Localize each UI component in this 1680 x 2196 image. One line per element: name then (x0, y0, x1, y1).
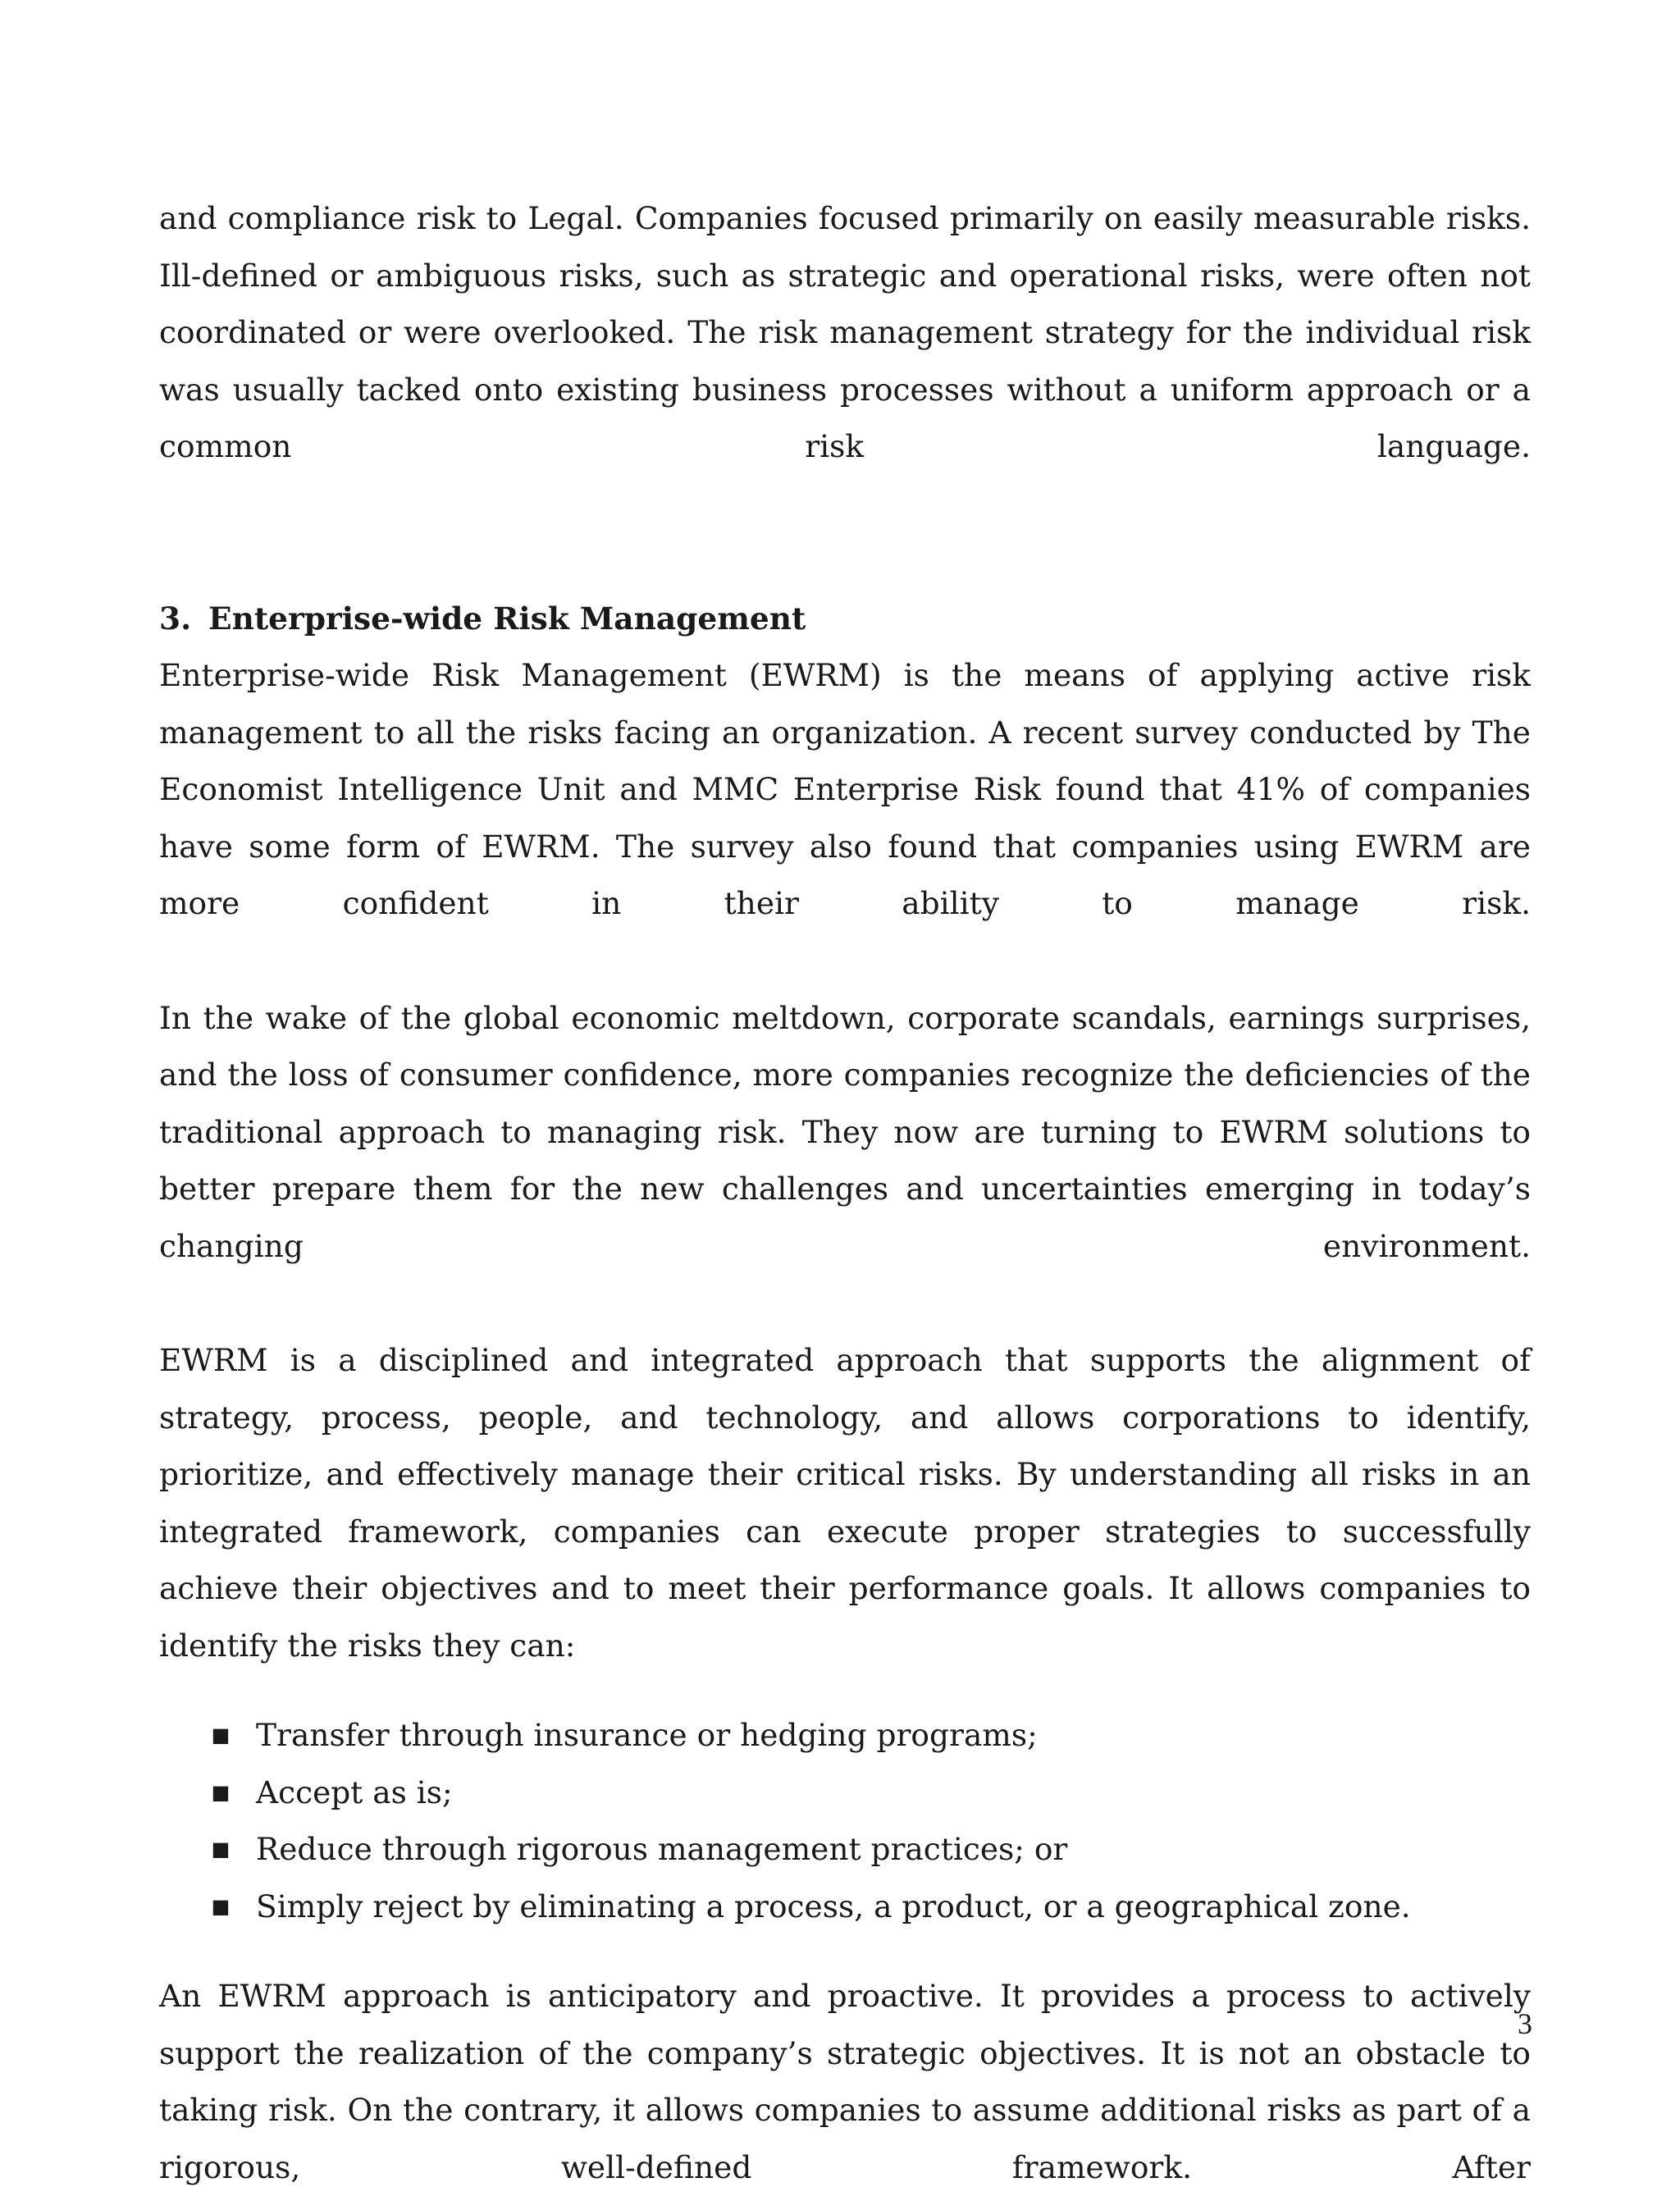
square-bullet-icon: ■ (211, 1780, 231, 1804)
page-number: 3 (1518, 2007, 1532, 2040)
list-item-text: Transfer through insurance or hedging programs; (256, 1717, 1038, 1753)
section-number: 3. (159, 600, 192, 637)
list-item (159, 1821, 1531, 1879)
closing-paragraph: An EWRM approach is anticipatory and proactive. It provides a process to actively support the realization of the company’s strategic objectives. It is not an obstacle to taking risk. On the contrary, it allows companies to assume additional risks as part of a rigorous, well-defined framework. After (159, 1978, 1531, 2185)
paragraph-economic-context: In the wake of the global economic meltdown, corporate scandals, earnings surprises, and the loss of consumer confidence, more companies recognize the deficiencies of the traditional approach to managing risk. They now are turning to EWRM solutions to better prepare them for the new challenges and uncertainties emerging in today’s changing environment. (159, 999, 1531, 1264)
list-item-text: Accept as is; (256, 1774, 453, 1810)
spacer (159, 1275, 1531, 1332)
list-item (159, 1765, 1531, 1822)
list-item-text: Reduce through rigorous management practices; or (256, 1831, 1068, 1867)
intro-paragraph: and compliance risk to Legal. Companies focused primarily on easily measurable risks. Ill-defined or ambiguous risks, such as strategic and operational risks, were often not coordinated or were overlooked. The risk management strategy for the individual risk was usually tacked onto existing business processes without a uniform approach or a common risk language. (159, 200, 1531, 464)
risk-options-list (159, 1707, 1531, 1935)
page-content (159, 190, 1531, 2196)
spacer (159, 476, 1531, 591)
square-bullet-icon: ■ (211, 1723, 231, 1746)
list-item (159, 1879, 1531, 1936)
paragraph-ewrm-definition: Enterprise-wide Risk Management (EWRM) is the means of applying active risk management to all the risks facing an organization. A recent survey conducted by The Economist Intelligence Unit and MMC Enterprise Risk found that 41% of companies have some form of EWRM. The survey also found that companies using EWRM are more confident in their ability to manage risk. (159, 657, 1531, 921)
spacer (159, 933, 1531, 990)
square-bullet-icon: ■ (211, 1894, 231, 1918)
square-bullet-icon: ■ (211, 1838, 231, 1860)
spacer (159, 1935, 1531, 1968)
section-heading (159, 591, 1531, 648)
section-title: Enterprise-wide Risk Management (208, 600, 806, 637)
list-item (159, 1707, 1531, 1765)
spacer (159, 1674, 1531, 1707)
paragraph-ewrm-approach: EWRM is a disciplined and integrated approach that supports the alignment of strategy, process, people, and technology, and allows corporations to identify, prioritize, and effectively manage their critical risks. By understanding all risks in an integrated framework, companies can execute proper strategies to successfully achieve their objectives and to meet their performance goals. It allows companies to identify the risks they can: (159, 1342, 1531, 1664)
list-item-text: Simply reject by eliminating a process, a product, or a geographical zone. (256, 1888, 1411, 1924)
